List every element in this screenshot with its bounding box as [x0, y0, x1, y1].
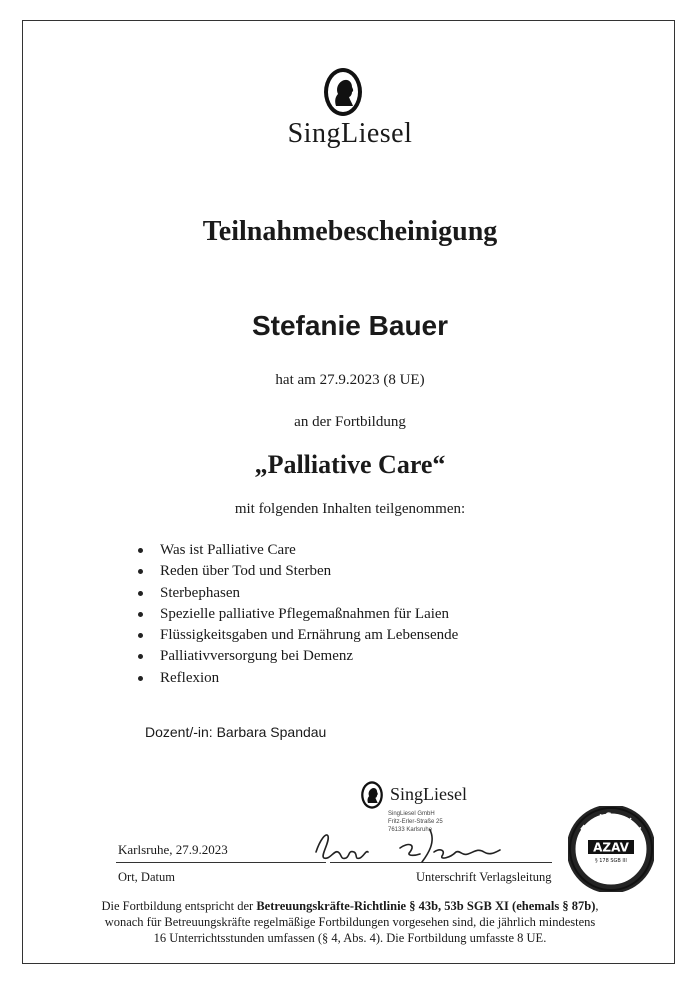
lecturer: Dozent/-in: Barbara Spandau: [145, 724, 327, 740]
course-title: „Palliative Care“: [254, 450, 446, 479]
certificate-title: Teilnahmebescheinigung: [202, 216, 498, 247]
contents-intro: mit folgenden Inhalten teilgenommen:: [234, 501, 466, 517]
topic-item: Flüssigkeitsgaben und Ernährung am Lebensende: [138, 625, 458, 646]
silhouette-portrait-icon: [322, 66, 364, 118]
footer-line: [40, 898, 660, 914]
footer-line: 16 Unterrichtsstunden umfassen (§ 4, Abs. 4). Die Fortbildung umfasste 8 UE.: [153, 931, 547, 945]
certification-seal: [568, 806, 654, 892]
brand-logo-text: SingLiesel: [287, 118, 413, 149]
footer-text: Die Fortbildung entspricht der: [101, 899, 257, 913]
seal-top-text: ZertSozial: [579, 811, 643, 836]
stamp-line: SingLiesel GmbH: [388, 811, 435, 817]
footer-bold: Betreuungskräfte-Richtlinie § 43b, 53b SGB XI (ehemals § 87b): [256, 899, 596, 913]
stamp-brand: SingLiesel: [390, 784, 467, 804]
signature-line: [116, 862, 326, 863]
seal-middle-text: AZAV: [593, 840, 629, 855]
attendance-date: hat am 27.9.2023 (8 UE): [275, 372, 425, 388]
topic-item: Was ist Palliative Care: [138, 540, 458, 561]
footer-note: [40, 898, 660, 946]
topics-list: [138, 540, 458, 689]
topic-item: Reden über Tod und Sterben: [138, 561, 458, 582]
place-date-label: Ort, Datum: [118, 870, 175, 884]
topic-item: Sterbephasen: [138, 583, 458, 604]
stamp-line: Fritz-Erler-Straße 25: [388, 819, 443, 825]
handwritten-signature: [310, 822, 560, 868]
participant-name: Stefanie Bauer: [251, 310, 449, 341]
footer-text: ,: [595, 899, 599, 913]
course-intro: an der Fortbildung: [294, 414, 406, 430]
seal-bottom-text: Zugelassener Träger: [579, 856, 643, 885]
seal-small-text: § 178 SGB III: [595, 858, 627, 864]
topic-item: Reflexion: [138, 668, 458, 689]
place-date: Karlsruhe, 27.9.2023: [118, 842, 228, 857]
signature-label: Unterschrift Verlagsleitung: [416, 870, 552, 884]
topic-item: Palliativversorgung bei Demenz: [138, 646, 458, 667]
stamp-line: 76133 Karlsruhe: [388, 827, 433, 833]
footer-line: wonach für Betreuungskräfte regelmäßige Fortbildungen vorgesehen sind, die jährlich mindestens: [104, 915, 596, 929]
topic-item: Spezielle palliative Pflegemaßnahmen für Laien: [138, 604, 458, 625]
silhouette-portrait-icon: [360, 780, 384, 810]
